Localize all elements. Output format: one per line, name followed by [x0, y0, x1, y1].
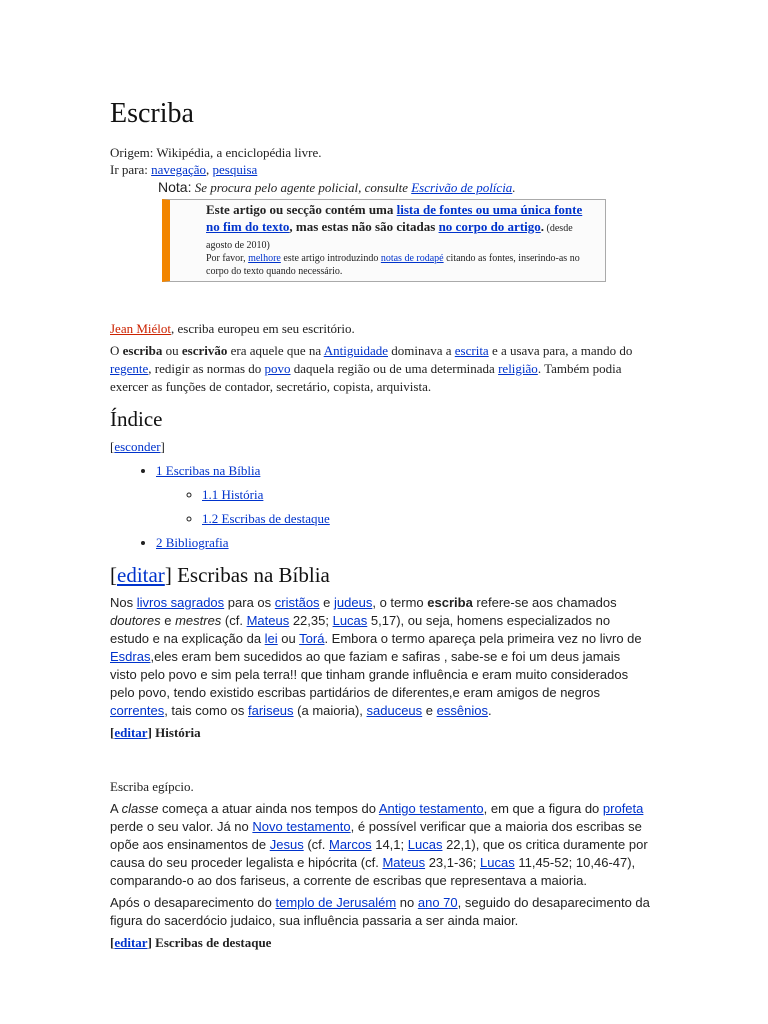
toc-bracket-close: ] — [160, 439, 165, 454]
image-caption — [110, 320, 650, 338]
caption-text: , escriba europeu em seu escritório. — [171, 321, 355, 336]
t: 22,35; — [289, 613, 333, 628]
jesus-link[interactable]: Jesus — [269, 837, 304, 852]
t: (a maioria), — [293, 703, 367, 718]
t: 11,45-52; 10,46-47), comparando-o ao dos fariseus, a corrente de escribas que representava a maioria. — [110, 855, 636, 888]
lucas-link[interactable]: Lucas — [332, 613, 368, 628]
historia-paragraph-2 — [110, 894, 650, 930]
warning-sub-text — [206, 252, 597, 278]
intro-t-a: O — [110, 343, 123, 358]
lucas-link[interactable]: Lucas — [480, 855, 515, 870]
hatnote-link[interactable]: Escrivão de polícia — [411, 180, 513, 195]
toc-title: Índice — [110, 407, 163, 431]
warning-date: (desde agosto de 2010) — [206, 223, 573, 251]
t: 22,1), que os critica duramente por causa do seu proceder legalista e hipócrita (cf. — [110, 837, 648, 870]
toc-item — [156, 462, 650, 528]
t: e — [319, 595, 335, 610]
t: 23,1-36; — [425, 855, 481, 870]
t: A — [110, 801, 122, 816]
sources-list-link[interactable]: lista de fontes ou uma única fonte no fim do texto — [206, 202, 583, 234]
toc-item — [156, 534, 650, 552]
t: (cf. — [303, 837, 329, 852]
image-placeholder — [110, 742, 650, 778]
edit-bracket-close: ] — [147, 725, 152, 740]
novo-testamento-link[interactable]: Novo testamento — [252, 819, 351, 834]
t: (cf. — [221, 613, 247, 628]
t: . — [487, 703, 492, 718]
povo-link[interactable]: povo — [264, 361, 291, 376]
warning-text-2: , mas estas não são citadas — [289, 219, 439, 234]
edit-section-link[interactable]: editar — [114, 725, 148, 740]
hatnote — [158, 178, 650, 197]
escrita-link[interactable]: escrita — [454, 343, 489, 358]
toc-link-historia[interactable]: 1.1 História — [202, 487, 264, 502]
italic-doutores: doutores — [110, 613, 161, 628]
esdras-link[interactable]: Esdras — [110, 649, 151, 664]
profeta-link[interactable]: profeta — [602, 801, 644, 816]
t: , seguido do desaparecimento da figura do sacerdócio judaico, sua influência passaria a ser ainda maior. — [110, 895, 650, 928]
subsection-heading-escribas-destaque — [110, 934, 650, 952]
t: 14,1; — [371, 837, 408, 852]
page-title: Escriba — [110, 98, 194, 129]
intro-t-g: , redigir as normas do — [148, 361, 265, 376]
toc-link-escribas-biblia[interactable]: 1 Escribas na Bíblia — [156, 463, 261, 478]
hatnote-text: Se procura pelo agente policial, consulte — [191, 180, 412, 195]
search-link[interactable]: pesquisa — [212, 162, 258, 177]
t: Após o desaparecimento do — [110, 895, 276, 910]
article-body-link[interactable]: no corpo do artigo — [438, 219, 541, 234]
t: , é possível verificar que a maioria dos escribas se opõe aos ensinamentos de — [110, 819, 642, 852]
jump-links — [110, 161, 650, 178]
t: . Embora o termo apareça pela primeira vez no livro de — [324, 631, 642, 646]
toc-list — [110, 462, 650, 552]
edit-section-link[interactable]: editar — [117, 563, 165, 587]
saduceus-link[interactable]: saduceus — [366, 703, 423, 718]
intro-t-d: era aquele que na — [227, 343, 324, 358]
cristaos-link[interactable]: cristãos — [274, 595, 320, 610]
lucas-link[interactable]: Lucas — [407, 837, 443, 852]
intro-t-i: . Também podia exercer as funções de contador, secretário, copista, arquivista. — [110, 361, 622, 394]
section-paragraph — [110, 594, 650, 720]
edit-bracket-open: [ — [110, 935, 115, 950]
historia-paragraph-1 — [110, 800, 650, 890]
essenios-link[interactable]: essênios — [436, 703, 488, 718]
edit-bracket-close: ] — [164, 563, 172, 587]
intro-bold-escrivao: escrivão — [181, 343, 228, 358]
intro-t-e: dominava a — [387, 343, 455, 358]
antiguidade-link[interactable]: Antiguidade — [323, 343, 388, 358]
mateus-link[interactable]: Mateus — [246, 613, 290, 628]
fariseus-link[interactable]: fariseus — [248, 703, 294, 718]
edit-section-link[interactable]: editar — [114, 935, 148, 950]
warning-text-1: Este artigo ou secção contém uma — [206, 202, 397, 217]
intro-bold-escriba: escriba — [122, 343, 163, 358]
hide-toc-link[interactable]: esconder — [114, 439, 161, 454]
t: no — [396, 895, 418, 910]
image-caption-egypt: Escriba egípcio. — [110, 779, 194, 794]
warning-text-3: . — [540, 219, 545, 234]
origin-text: Wikipédia, a enciclopédia livre. — [156, 145, 322, 160]
t: , tais como os — [164, 703, 249, 718]
regente-link[interactable]: regente — [110, 361, 149, 376]
t: e — [160, 613, 176, 628]
section-title: Escribas na Bíblia — [171, 563, 330, 587]
warning-sub-2: este artigo introduzindo — [280, 253, 381, 264]
t: refere-se aos chamados — [472, 595, 617, 610]
jump-separator: , — [206, 162, 213, 177]
hatnote-end: . — [512, 180, 516, 195]
t: Nos — [110, 595, 137, 610]
hatnote-label: Nota: — [158, 179, 192, 195]
ano-70-link[interactable]: ano 70 — [417, 895, 458, 910]
lei-link[interactable]: lei — [264, 631, 278, 646]
correntes-link[interactable]: correntes — [110, 703, 165, 718]
intro-t-c: ou — [162, 343, 182, 358]
t: , em que a figura do — [483, 801, 603, 816]
livros-sagrados-link[interactable]: livros sagrados — [136, 595, 225, 610]
toc-link-bibliografia[interactable]: 2 Bibliografia — [156, 535, 229, 550]
subsection-title: Escribas de destaque — [151, 935, 272, 950]
toc-item — [202, 486, 650, 504]
t: perde o seu valor. Já no — [110, 819, 253, 834]
warning-sub-3: citando as fontes, inserindo-as no corpo do texto quando necessário. — [206, 253, 580, 277]
t: ou — [277, 631, 300, 646]
t: e — [422, 703, 437, 718]
toc-sublist — [156, 486, 650, 528]
t: ,eles eram bem sucedidos ao que faziam e safiras , sabe-se e foi um deus jamais visto pelo povo e sim pela terra!! que tinham grande influência e eram muito considerados pelo povo, tendo existido escribas partidários de diferentes,e eram amigos de negros — [110, 649, 629, 700]
edit-bracket-open: [ — [110, 725, 115, 740]
section-heading-escribas-biblia — [110, 562, 650, 588]
t: 5,17), ou seja, homens especializados no estudo e na explicação da — [110, 613, 611, 646]
antigo-testamento-link[interactable]: Antigo testamento — [378, 801, 484, 816]
toc-toggle — [110, 438, 650, 456]
sources-warning-box — [162, 199, 606, 282]
edit-bracket-close: ] — [147, 935, 152, 950]
article — [110, 96, 650, 952]
jump-label: Ir para: — [110, 162, 152, 177]
toc-item — [202, 510, 650, 528]
subsection-heading-historia — [110, 724, 650, 742]
improve-link[interactable]: melhore — [248, 253, 281, 264]
judeus-link[interactable]: judeus — [334, 595, 373, 610]
tora-link[interactable]: Torá — [299, 631, 325, 646]
t: para os — [224, 595, 275, 610]
t: começa a atuar ainda nos tempos do — [158, 801, 379, 816]
intro-t-f: e a usava para, a mando do — [488, 343, 633, 358]
italic-mestres: mestres — [175, 613, 222, 628]
origin-line — [110, 144, 650, 161]
bold-escriba: escriba — [427, 595, 473, 610]
toc-link-escribas-destaque[interactable]: 1.2 Escribas de destaque — [202, 511, 330, 526]
mateus-link[interactable]: Mateus — [382, 855, 426, 870]
intro-t-h: daquela região ou de uma determinada — [290, 361, 499, 376]
origin-label: Origem: — [110, 145, 157, 160]
jean-mielot-link[interactable]: Jean Miélot — [110, 321, 172, 336]
navigation-link[interactable]: navegação — [151, 162, 206, 177]
footnotes-link[interactable]: notas de rodapé — [380, 253, 444, 264]
italic-classe: classe — [121, 801, 159, 816]
marcos-link[interactable]: Marcos — [328, 837, 372, 852]
subsection-title: História — [151, 725, 201, 740]
intro-paragraph — [110, 342, 650, 396]
toc-bracket-open: [ — [110, 439, 115, 454]
edit-bracket-open: [ — [110, 563, 117, 587]
t: , o termo — [372, 595, 428, 610]
warning-sub-1: Por favor, — [206, 253, 249, 264]
templo-jerusalem-link[interactable]: templo de Jerusalém — [275, 895, 397, 910]
warning-main-text — [206, 201, 597, 252]
religiao-link[interactable]: religião — [498, 361, 538, 376]
